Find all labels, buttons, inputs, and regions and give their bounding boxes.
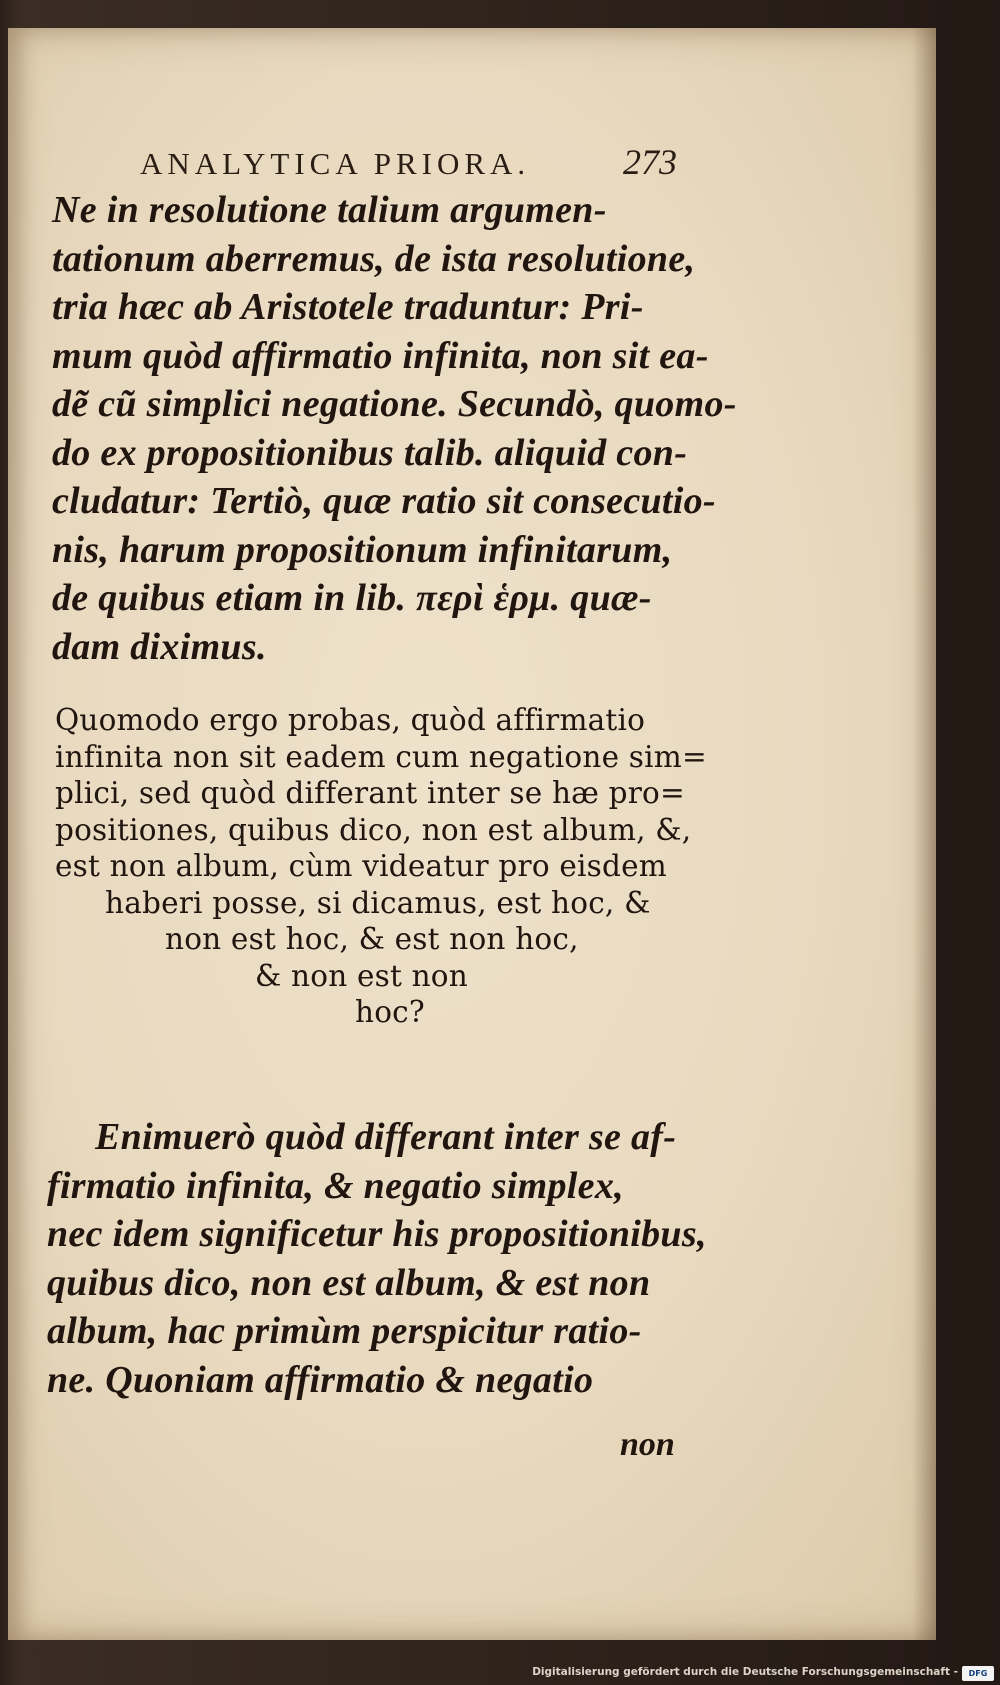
intro-line: mum quòd affirmatio infinita, non sit ea-: [52, 334, 709, 377]
answer-line: album, hac primùm perspicitur ratio-: [47, 1310, 642, 1352]
question-line: non est hoc, & est non hoc,: [165, 922, 579, 956]
intro-line: do ex propositionibus talib. aliquid con-: [52, 431, 688, 474]
answer-line: Enimuerò quòd differant inter se af-: [95, 1116, 677, 1158]
catchword: non: [620, 1426, 675, 1463]
book-page: [8, 28, 936, 1640]
question-line: Quomodo ergo probas, quòd affirmatio: [55, 703, 646, 737]
answer-line: nec idem significetur his propositionibus,: [47, 1213, 707, 1255]
intro-line: tria hæc ab Aristotele traduntur: Pri-: [52, 286, 644, 328]
answer-line: firmatio infinita, & negatio simplex,: [47, 1164, 624, 1207]
question-line: infinita non sit eadem cum negatione sim=: [55, 739, 707, 774]
intro-line: dam diximus.: [52, 625, 267, 668]
question-line: hoc?: [355, 995, 425, 1029]
question-line: haberi posse, si dicamus, est hoc, &: [105, 885, 651, 920]
intro-paragraph: [52, 186, 737, 671]
running-head: ANALYTICA PRIORA.: [140, 146, 531, 181]
page-number: 273: [623, 142, 677, 182]
intro-line: dẽ cũ simplici negatione. Secundò, quomo-: [52, 383, 737, 425]
answer-line: ne. Quoniam affirmatio & negatio: [47, 1358, 594, 1401]
question-line: est non album, cùm videatur pro eisdem: [55, 849, 667, 883]
question-line: plici, sed quòd differant inter se hæ pro=: [55, 776, 685, 810]
answer-paragraph: [47, 1113, 707, 1404]
intro-line: de quibus etiam in lib. περὶ ἑρμ. quæ-: [52, 577, 652, 619]
question-line: positiones, quibus dico, non est album, &,: [55, 812, 692, 847]
question-line: & non est non: [255, 958, 468, 993]
intro-line: tationum aberremus, de ista resolutione,: [52, 237, 696, 280]
digitization-credit: Digitalisierung gefördert durch die Deutsche Forschungsgemeinschaft -: [532, 1666, 958, 1678]
dfg-logo: DFG: [962, 1666, 994, 1681]
intro-line: cludatur: Tertiò, quæ ratio sit consecutio-: [52, 480, 716, 522]
intro-line: Ne in resolutione talium argumen-: [52, 189, 607, 231]
intro-line: nis, harum propositionum infinitarum,: [52, 528, 673, 571]
question-paragraph: [55, 702, 707, 1031]
answer-line: quibus dico, non est album, & est non: [47, 1261, 651, 1304]
